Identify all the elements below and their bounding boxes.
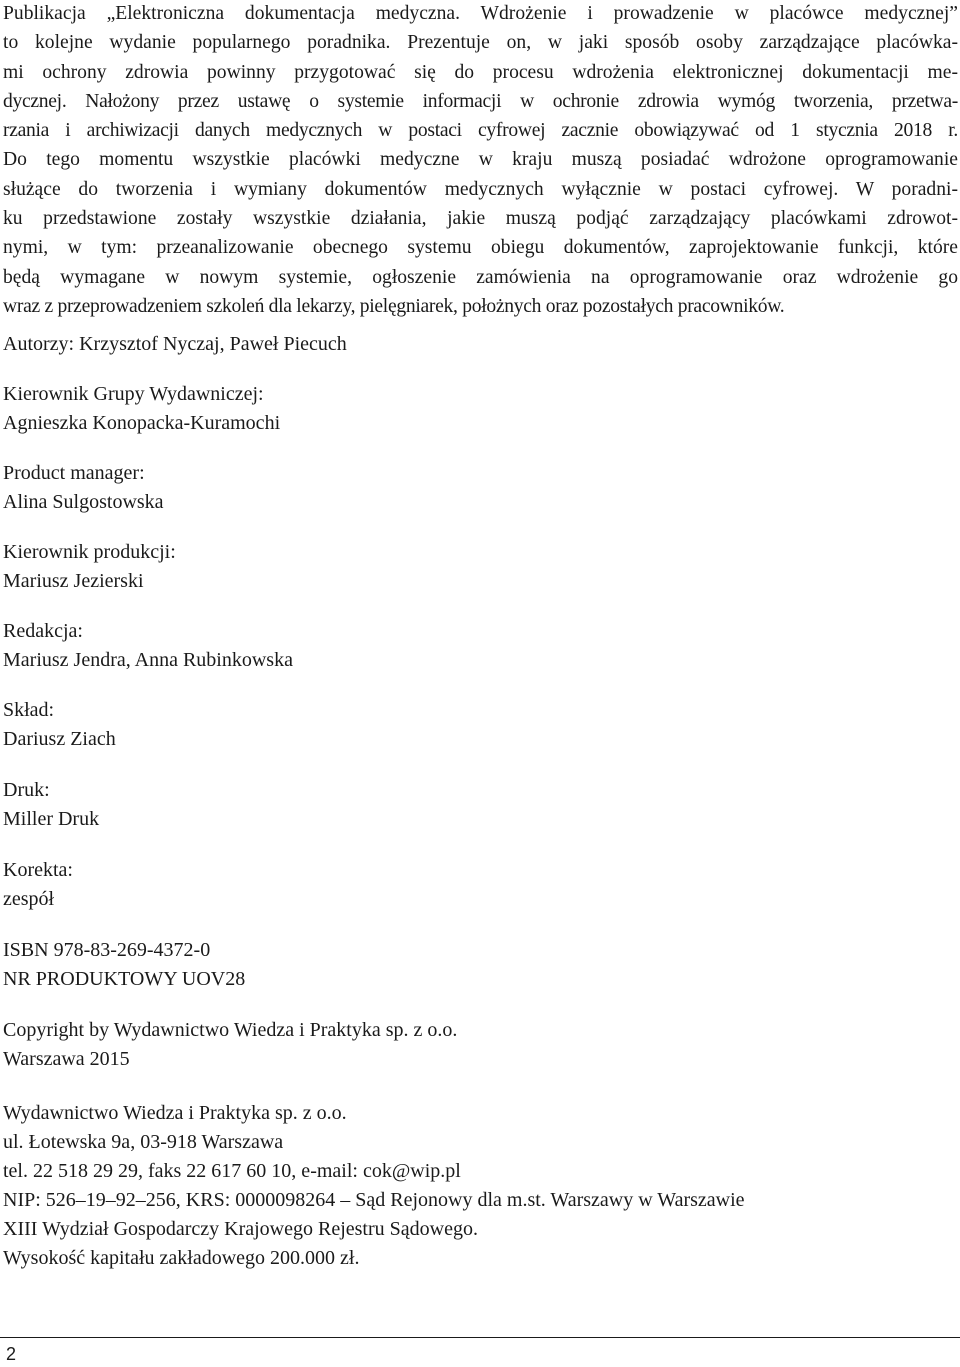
- print-label: Druk:: [3, 779, 50, 801]
- footer-divider: [0, 1337, 960, 1338]
- description-line: mi ochrony zdrowia powinny przygotować się do procesu wdrożenia elektronicznej dokumentacji me-: [3, 61, 958, 83]
- group-head-name: Agnieszka Konopacka-Kuramochi: [3, 412, 281, 434]
- description-line: dycznej. Nałożony przez ustawę o systemie informacji w ochronie zdrowia wymóg tworzenia, przetwa-: [3, 90, 958, 112]
- isbn-block: [3, 936, 953, 994]
- description-line: rzania i archiwizacji danych medycznych w postaci cyfrowej zacznie obowiązywać od 1 stycznia 2018 r.: [3, 120, 958, 142]
- book-description: [3, 0, 958, 321]
- publisher-capital: Wysokość kapitału zakładowego 200.000 zł.: [3, 1247, 360, 1269]
- description-line: służące do tworzenia i wymiany dokumentów medycznych wyłącznie w postaci cyfrowej. W poradni-: [3, 178, 958, 200]
- description-line: to kolejne wydanie popularnego poradnika. Prezentuje on, w jaki sposób osoby zarządzające placówka-: [3, 32, 958, 54]
- publisher-registry-1: NIP: 526–19–92–256, KRS: 0000098264 – Sąd Rejonowy dla m.st. Warszawy w Warszawie: [3, 1189, 745, 1211]
- product-number: NR PRODUKTOWY UOV28: [3, 968, 246, 990]
- copyright-block: [3, 1016, 953, 1074]
- proofreading-label: Korekta:: [3, 859, 73, 881]
- proofreading-name: zespół: [3, 888, 55, 910]
- production-head-name: Mariusz Jezierski: [3, 570, 144, 592]
- publisher-name: Wydawnictwo Wiedza i Praktyka sp. z o.o.: [3, 1102, 347, 1124]
- isbn: ISBN 978-83-269-4372-0: [3, 939, 211, 961]
- editing-label: Redakcja:: [3, 620, 83, 642]
- print-block: [3, 776, 953, 834]
- description-line: ku przedstawione zostały wszystkie działania, jakie muszą podjąć zarządzający placówkami zdrowot-: [3, 208, 958, 230]
- authors: Autorzy: Krzysztof Nyczaj, Paweł Piecuch: [3, 333, 347, 355]
- description-line: będą wymagane w nowym systemie, ogłoszenie zamówienia na oprogramowanie oraz wdrożenie go: [3, 266, 958, 288]
- typesetting-block: [3, 696, 953, 754]
- print-name: Miller Druk: [3, 808, 100, 830]
- publisher-registry-2: XIII Wydział Gospodarczy Krajowego Rejestru Sądowego.: [3, 1218, 478, 1240]
- city-year: Warszawa 2015: [3, 1048, 130, 1070]
- product-manager-name: Alina Sulgostowska: [3, 491, 164, 513]
- product-manager-block: [3, 459, 953, 517]
- typesetting-name: Dariusz Ziach: [3, 728, 116, 750]
- editing-block: [3, 617, 953, 675]
- description-line: nymi, w tym: przeanalizowanie obecnego systemu obiegu dokumentów, zaprojektowanie funkcji, które: [3, 237, 958, 259]
- production-head-label: Kierownik produkcji:: [3, 541, 176, 563]
- page-number: 2: [6, 1344, 17, 1364]
- description-line: Do tego momentu wszystkie placówki medyczne w kraju muszą posiadać wdrożone oprogramowanie: [3, 149, 958, 171]
- publisher-block: [3, 1099, 953, 1273]
- production-head-block: [3, 538, 953, 596]
- authors-block: [3, 330, 953, 359]
- group-head-label: Kierownik Grupy Wydawniczej:: [3, 383, 264, 405]
- description-line: wraz z przeprowadzeniem szkoleń dla lekarzy, pielęgniarek, położnych oraz pozostałych pracowników.: [3, 295, 785, 317]
- proofreading-block: [3, 856, 953, 914]
- description-line: Publikacja „Elektroniczna dokumentacja medyczna. Wdrożenie i prowadzenie w placówce medycznej”: [3, 3, 958, 24]
- product-manager-label: Product manager:: [3, 462, 145, 484]
- imprint-credits: [3, 330, 953, 1273]
- copyright: Copyright by Wydawnictwo Wiedza i Praktyka sp. z o.o.: [3, 1019, 458, 1041]
- editing-names: Mariusz Jendra, Anna Rubinkowska: [3, 649, 293, 671]
- group-head-block: [3, 380, 953, 438]
- publisher-contact: tel. 22 518 29 29, faks 22 617 60 10, e-mail: cok@wip.pl: [3, 1160, 461, 1182]
- typesetting-label: Skład:: [3, 699, 55, 721]
- publisher-address: ul. Łotewska 9a, 03-918 Warszawa: [3, 1131, 284, 1153]
